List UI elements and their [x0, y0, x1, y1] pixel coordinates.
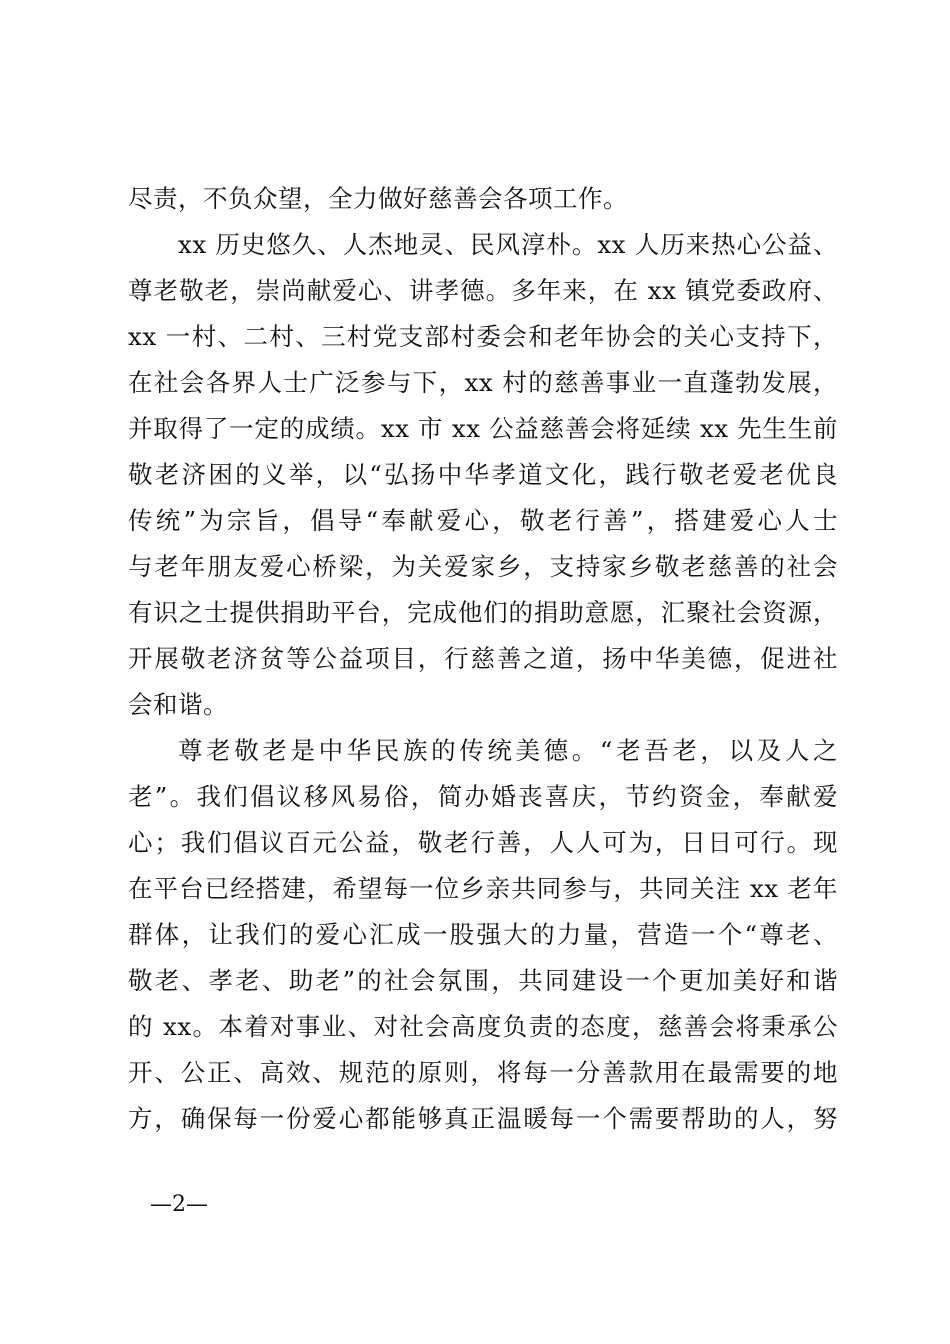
- paragraph-2: [128, 222, 838, 728]
- text-line: 群体，让我们的爱心汇成一股强大的力量，营造一个“尊老、: [128, 920, 838, 949]
- text-line: 尽责，不负众望，全力做好慈善会各项工作。: [128, 184, 628, 213]
- text-line: 在社会各界人士广泛参与下，xx 村的慈善事业一直蓬勃发展，: [128, 368, 838, 397]
- text-line: xx 历史悠久、人杰地灵、民风淳朴。xx 人历来热心公益、: [178, 230, 838, 259]
- text-line: 敬老济困的义举，以“弘扬中华孝道文化，践行敬老爱老优良: [128, 460, 838, 489]
- text-line: 心；我们倡议百元公益，敬老行善，人人可为，日日可行。现: [128, 828, 838, 857]
- paragraph-3: [128, 728, 838, 1142]
- text-line: 并取得了一定的成绩。xx 市 xx 公益慈善会将延续 xx 先生生前: [128, 414, 838, 443]
- paragraph-1: [128, 176, 838, 222]
- text-line: 老”。我们倡议移风易俗，简办婚丧喜庆，节约资金，奉献爱: [128, 782, 838, 811]
- text-line: 会和谐。: [128, 690, 228, 719]
- text-line: 开展敬老济贫等公益项目，行慈善之道，扬中华美德，促进社: [128, 644, 838, 673]
- text-line: 敬老、孝老、助老”的社会氛围，共同建设一个更加美好和谐: [128, 966, 838, 995]
- text-line: 尊老敬老是中华民族的传统美德。“老吾老，以及人之: [178, 736, 838, 765]
- text-line: 传统”为宗旨，倡导“奉献爱心，敬老行善”，搭建爱心人士: [128, 506, 838, 535]
- text-line: 开、公正、高效、规范的原则，将每一分善款用在最需要的地: [128, 1058, 838, 1087]
- text-line: xx 一村、二村、三村党支部村委会和老年协会的关心支持下，: [128, 322, 838, 351]
- document-body: [128, 176, 838, 1142]
- page-number: —2—: [150, 1192, 208, 1217]
- text-line: 与老年朋友爱心桥梁，为关爱家乡，支持家乡敬老慈善的社会: [128, 552, 838, 581]
- text-line: 在平台已经搭建，希望每一位乡亲共同参与，共同关注 xx 老年: [128, 874, 838, 903]
- text-line: 尊老敬老，崇尚献爱心、讲孝德。多年来，在 xx 镇党委政府、: [128, 276, 838, 305]
- text-line: 方，确保每一份爱心都能够真正温暖每一个需要帮助的人，努: [128, 1104, 838, 1133]
- text-line: 有识之士提供捐助平台，完成他们的捐助意愿，汇聚社会资源，: [128, 598, 838, 627]
- text-line: 的 xx。本着对事业、对社会高度负责的态度，慈善会将秉承公: [128, 1012, 838, 1041]
